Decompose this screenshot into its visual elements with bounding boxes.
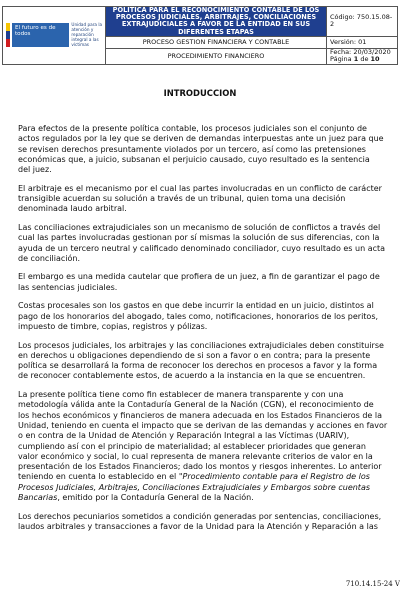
paragraph: El embargo es una medida cautelar que profiera de un juez, a fin de garantizar el pago de las sentencias judiciales. [18,272,380,292]
procedure-name: PROCEDIMIENTO FINANCIERO [106,48,327,64]
footer-code: 710.14.15-24 V [345,580,400,588]
paragraph: La presente política tiene como fin establecer de manera transparente y con una metodología válida ante la Contaduría General de la Nación (CGN), el reconocimiento de los hechos económicos y financieros de manera adecuada en los Estados Financieros de la Unidad, teniendo en cuenta el impacto que se derivan de las demandas y acciones en favor o en contra de la Unidad de Atención y Reparación Integral a las Víctimas (UARIV), cumpliendo así con el principio de materialidad; al establecer prioridades que generan valor económico y social, lo cual representa de manera relevante criterios de valor en la presentación de los Estados Financieros; dado los montos y riesgos inherentes. Lo anterior teniendo en cuenta lo establecido en el "Procedimiento contable para el Registro de los Procesos Judiciales, Arbitrajes, Conciliaciones Extrajudiciales y Embargos sobre cuentas Bancarias, emitido por la Contaduría General de la Nación. [18,390,388,502]
document-version: Versión: 01 [327,36,398,48]
section-title: INTRODUCCION [163,88,237,98]
document-code: Código: 750.15.08-2 [327,7,398,37]
logo-subtext: Unidad para la atención y reparación integral a las víctimas [71,22,103,47]
paragraph: Costas procesales son los gastos en que debe incurrir la entidad en un juicio, distintos al pago de los honorarios del abogado, tales como, notificaciones, honorarios de los peritos, impuesto de timbre, copias, registros y pólizas. [18,301,379,331]
document-date: Fecha: 20/03/2020 [330,47,391,56]
logo-cell [3,7,106,65]
page-info: Fecha: 20/03/2020 Página 1 de 10 [327,48,398,64]
paragraph: Las conciliaciones extrajudiciales son un mecanismo de solución de conflictos a través del cual las partes involucradas gestionan por sí mismas la solución de sus diferencias, con la ayuda de un tercero neutral y calificado denominado conciliador, cuyo resultado es un acta de conciliación. [18,222,386,263]
logo [3,10,105,60]
page-total: 10 [370,55,380,64]
document-title: POLITICA PARA EL RECONOCIMIENTO CONTABLE DE LOS PROCESOS JUDICIALES, ARBITRAJES, CONCILIACIONES EXTRAJUDICIALES A FAVOR DE LA ENTIDAD EN SUS DIFERENTES ETAPAS [106,7,327,37]
process-name: PROCESO GESTION FINANCIERA Y CONTABLE [106,36,327,48]
page-number: 1 [353,55,359,64]
paragraph: Los procesos judiciales, los arbitrajes y las conciliaciones extrajudiciales deben constituirse en derechos u obligaciones dependiendo de si son a favor o en contra; para la presente política se desarrollará la forma de reconocer los derechos en procesos a favor y la forma de reconocer contablemente estos, de acuerdo a la instancia en la que se encuentren. [18,340,384,381]
paragraph: Para efectos de la presente política contable, los procesos judiciales son el conjunto de actos regulados por la ley que se deriven de demandas interpuestas ante un juez para que se revisen derechos presuntamente violados por un tercero, así como las pretensiones económicas que, a juicio, subsanan el perjuicio causado, cuyo resultado es la sentencia del juez. [18,124,384,175]
paragraph: El arbitraje es el mecanismo por el cual las partes involucradas en un conflicto de carácter transigible acuerdan su solución a través de un tribunal, quien toma una decisión denominada laudo arbitral. [18,183,382,214]
reference-title: "Procedimiento contable para el Registro de los [178,472,370,482]
logo-text: El futuro es de todos [12,23,69,47]
document-header [2,6,398,65]
document-body [18,124,400,540]
colombia-flag-icon [6,23,10,47]
paragraph: Los derechos pecuniarios sometidos a condición generadas por sentencias, conciliaciones, laudos arbitrales y transacciones a favor de la Unidad para la Atención y Reparación a las [18,511,382,531]
